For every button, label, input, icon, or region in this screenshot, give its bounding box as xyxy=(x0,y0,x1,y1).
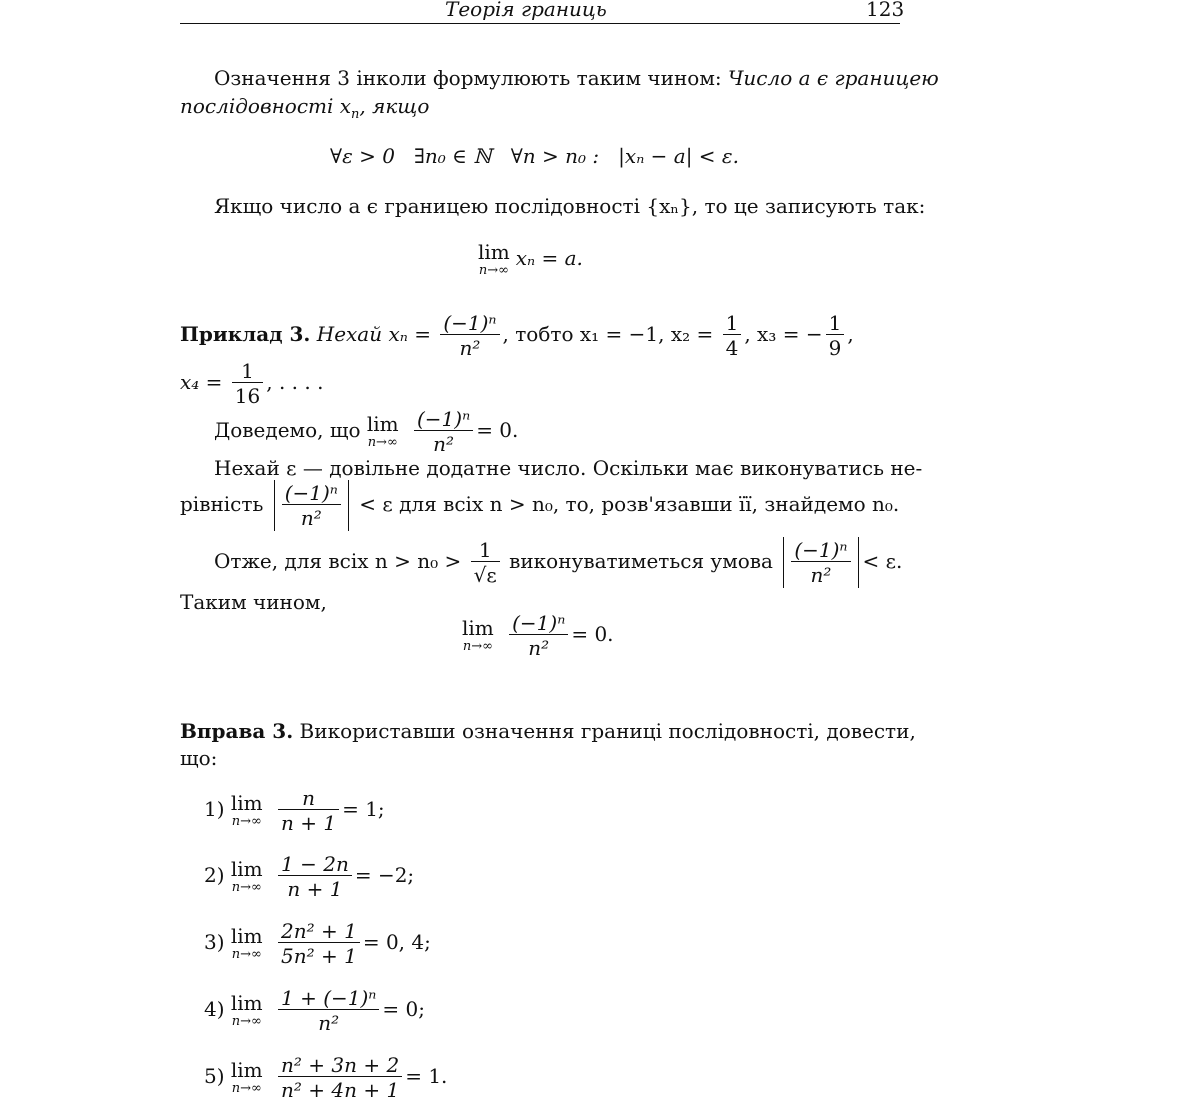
fraction-sixteenth: $\frac{1}{16}$ xyxy=(232,360,263,407)
final-limit xyxy=(462,612,614,659)
definition-formula: ∀ε > 0 ∃n₀ ∈ ℕ ∀n > n₀ : |xₙ − a| < ε. xyxy=(330,144,740,168)
absolute-value: $\frac{\text{(−1)ⁿ}}{\text{n²}}$ xyxy=(783,537,858,588)
item-number: 4) xyxy=(204,997,225,1021)
fraction-sequence: $\frac{\text{(−1)ⁿ}}{\text{n²}}$ xyxy=(440,312,499,359)
fraction-sequence: $\frac{\text{(−1)ⁿ}}{\text{n²}}$ xyxy=(414,408,473,455)
lim-operator: lim n→∞ xyxy=(230,1058,263,1096)
limit-rhs: xₙ = a. xyxy=(515,246,583,270)
example-text-d: , xyxy=(847,322,854,346)
example-line-2 xyxy=(180,360,323,407)
item-rhs: = 1. xyxy=(405,1064,448,1088)
item-number: 1) xyxy=(204,797,225,821)
example-line-1 xyxy=(180,312,854,359)
lim-operator: lim n→∞ xyxy=(230,991,263,1029)
proof-paragraph-line-1: Нехай ε — довільне додатне число. Оскільки має виконуватись не- xyxy=(214,456,923,480)
proof-text-d: виконуватиметься умова xyxy=(509,549,773,573)
definition-line-2 xyxy=(180,94,429,122)
definition-line-1 xyxy=(214,66,939,90)
item-fraction: $\frac{\text{2n² + 1}}{\text{5n² + 1}}$ xyxy=(278,920,360,967)
limit-notation xyxy=(478,242,583,277)
example-label: Приклад 3. xyxy=(180,322,311,346)
exercise-line-1 xyxy=(180,719,916,743)
item-rhs: = 0, 4; xyxy=(362,930,431,954)
fraction-sequence: $\frac{\text{(−1)ⁿ}}{\text{n²}}$ xyxy=(509,612,568,659)
definition-plain-text: Означення 3 інколи формулюють таким чином: xyxy=(214,66,728,90)
definition-italic-text: Число a є границею xyxy=(727,66,939,90)
example-text-c: , x₃ = − xyxy=(744,322,823,346)
proof-paragraph-line-3 xyxy=(214,537,902,588)
example-x4: x₄ = xyxy=(180,370,223,394)
definition-line-2-text: послідовності x xyxy=(180,94,352,118)
item-number: 3) xyxy=(204,930,225,954)
exercise-text: Використавши означення границі послідовності, довести, xyxy=(299,719,916,743)
page-number: 123 xyxy=(866,0,905,21)
item-fraction: $\frac{\text{n² + 3n + 2}}{\text{n² + 4n + 1}}$ xyxy=(278,1054,402,1101)
definition-line-2-tail: , якщо xyxy=(359,94,430,118)
prove-rhs: = 0. xyxy=(476,418,519,442)
item-rhs: = 0; xyxy=(382,997,425,1021)
final-rhs: = 0. xyxy=(571,622,614,646)
lim-operator: lim n→∞ xyxy=(230,791,263,829)
exercise-item xyxy=(204,987,425,1034)
definition-subscript: n xyxy=(351,107,360,122)
fraction-ninth: $\frac{1}{9}$ xyxy=(826,312,845,359)
exercise-item xyxy=(204,920,431,967)
proof-text-e: < ε. xyxy=(862,549,903,573)
lim-operator: lim n→∞ xyxy=(462,616,494,654)
absolute-value: $\frac{\text{(−1)ⁿ}}{\text{n²}}$ xyxy=(274,480,349,531)
exercise-item xyxy=(204,853,414,900)
lim-operator: lim n→∞ xyxy=(230,924,263,962)
header-rule xyxy=(180,23,900,24)
exercise-item xyxy=(204,787,385,834)
item-number: 2) xyxy=(204,863,225,887)
item-fraction: $\frac{n}{n + 1}$ xyxy=(278,787,339,834)
proof-text-a: рівність xyxy=(180,492,264,516)
item-rhs: = −2; xyxy=(354,863,415,887)
item-number: 5) xyxy=(204,1064,225,1088)
prove-text: Доведемо, що xyxy=(214,418,361,442)
proof-text-b: < ε для всіх n > n₀, то, розв'язавши її, знайдемо n₀. xyxy=(359,492,900,516)
prove-line xyxy=(214,408,518,455)
running-header-title: Теорія границь xyxy=(445,0,607,21)
notation-text: Якщо число a є границею послідовності {xₙ}, то це записують так: xyxy=(214,194,926,218)
lim-operator: lim n→∞ xyxy=(478,240,510,278)
item-rhs: = 1; xyxy=(342,797,385,821)
proof-paragraph-line-2 xyxy=(180,480,899,531)
example-text-b: , тобто x₁ = −1, x₂ = xyxy=(502,322,714,346)
example-text-a: Нехай xₙ = xyxy=(316,322,431,346)
proof-text-c: Отже, для всіх n > n₀ > xyxy=(214,549,462,573)
fraction-sqrt-epsilon: $\frac{1}{√\varepsilon}$ xyxy=(471,539,500,586)
fraction-quarter: $\frac{1}{4}$ xyxy=(723,312,742,359)
exercise-line-2: що: xyxy=(180,746,218,770)
item-fraction: $\frac{\text{1 + (−1)ⁿ}}{\text{n²}}$ xyxy=(278,987,379,1034)
lim-operator: lim n→∞ xyxy=(366,412,399,450)
lim-operator: lim n→∞ xyxy=(230,857,263,895)
thus-text: Таким чином, xyxy=(180,590,327,614)
example-ellipsis: , . . . . xyxy=(266,370,324,394)
exercise-label: Вправа 3. xyxy=(180,719,294,743)
item-fraction: $\frac{1 - 2n}{n + 1}$ xyxy=(278,853,352,900)
exercise-item xyxy=(204,1054,447,1101)
